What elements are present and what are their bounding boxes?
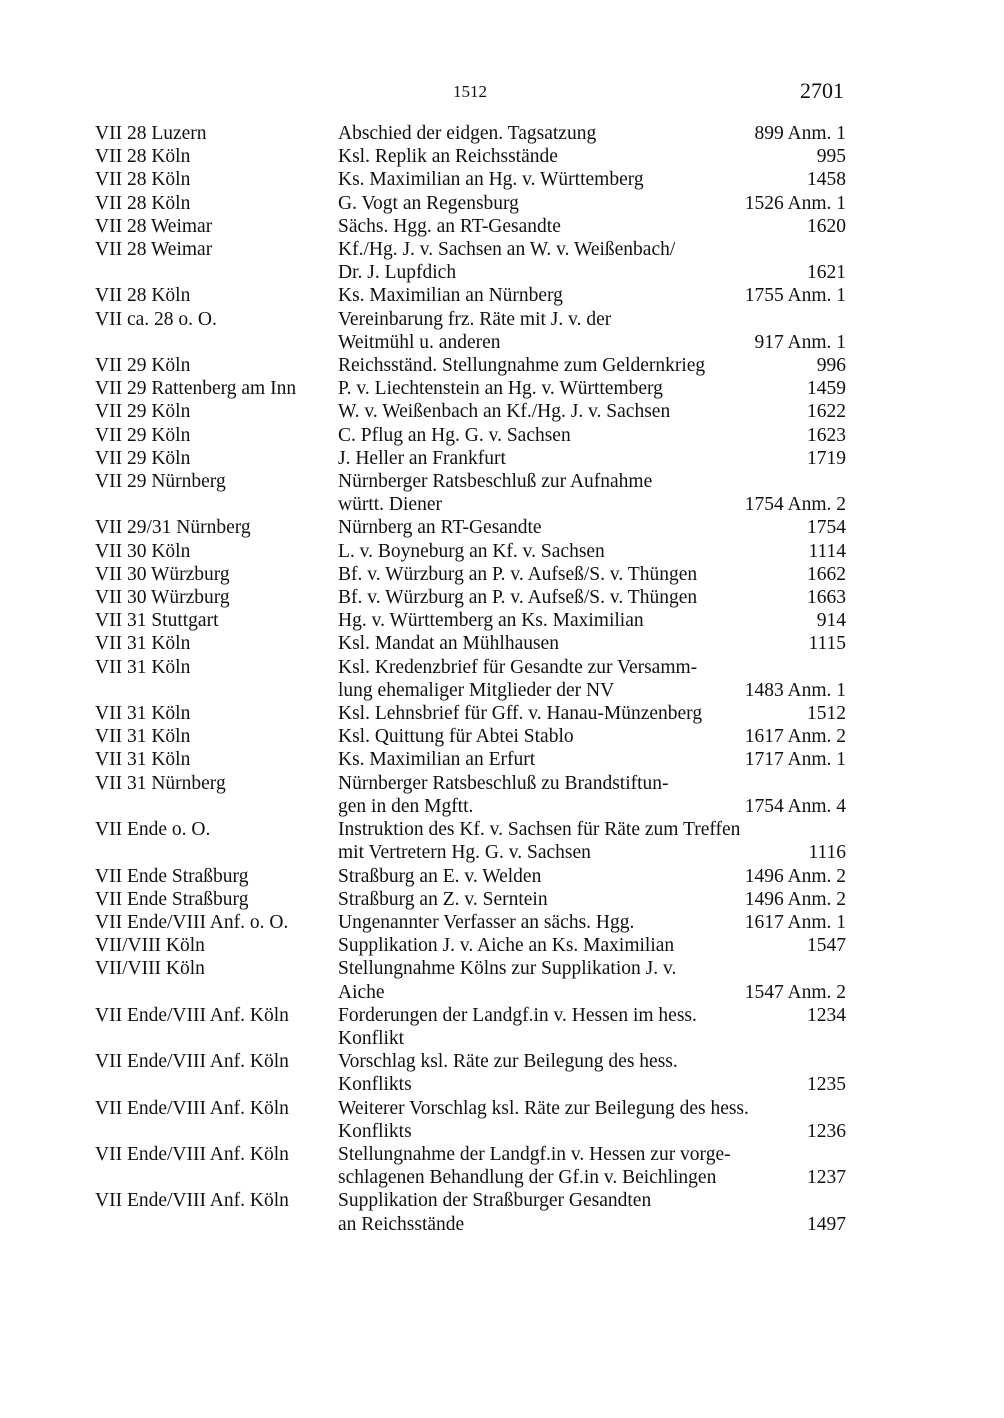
entry-text: Ksl. Kredenzbrief für Gesandte zur Versamm-: [338, 656, 698, 678]
entry-line: [338, 1143, 846, 1166]
entry-date-place: VII ca. 28 o. O.: [95, 308, 217, 330]
entry-text: Stellungnahme der Landgf.in v. Hessen zur vorge-: [338, 1143, 731, 1165]
entry-text: G. Vogt an Regensburg: [338, 192, 519, 214]
register-entry: [95, 145, 846, 168]
register-entry: [95, 1004, 846, 1050]
entry-line: [338, 934, 846, 957]
entry-reference-number: 1497: [807, 1213, 846, 1235]
entry-reference-number: 1547 Anm. 2: [744, 981, 846, 1003]
entry-description: [338, 609, 846, 632]
entry-line: [338, 354, 846, 377]
entry-reference-number: [840, 772, 846, 795]
entry-reference-number: 1114: [808, 540, 846, 562]
entry-reference-number: 1496 Anm. 2: [744, 888, 846, 910]
entry-line: [338, 981, 846, 1004]
entry-line: [338, 957, 846, 980]
entry-description: [338, 354, 846, 377]
entry-line: [338, 540, 846, 563]
entry-text: Hg. v. Württemberg an Ks. Maximilian: [338, 610, 644, 632]
entry-reference-number: [840, 1050, 846, 1073]
entry-reference-number: [840, 238, 846, 261]
entry-reference-number: [840, 1027, 846, 1050]
entry-reference-number: [840, 1189, 846, 1212]
entry-reference-number: 1717 Anm. 1: [744, 749, 846, 771]
entry-reference-number: 1526 Anm. 1: [744, 192, 846, 214]
entry-line: [338, 865, 846, 888]
register-entry: [95, 447, 846, 470]
register-entry: [95, 238, 846, 284]
entry-text: Weiterer Vorschlag ksl. Räte zur Beilegung des hess.: [338, 1097, 749, 1119]
entry-date-place: VII Ende/VIII Anf. Köln: [95, 1097, 289, 1119]
entry-reference-number: 1620: [807, 215, 846, 237]
entry-reference-number: 1754 Anm. 4: [744, 795, 846, 817]
entry-line: [338, 168, 846, 191]
entry-date-place: VII 29/31 Nürnberg: [95, 517, 251, 539]
entry-description: [338, 1097, 846, 1143]
register-entry: [95, 563, 846, 586]
entry-text: Sächs. Hgg. an RT-Gesandte: [338, 215, 561, 237]
register-entry: [95, 354, 846, 377]
entry-text: Ksl. Mandat an Mühlhausen: [338, 633, 559, 655]
register-entry: [95, 865, 846, 888]
register-entry: [95, 192, 846, 215]
entry-description: [338, 516, 846, 539]
entry-line: [338, 331, 846, 354]
entry-description: [338, 888, 846, 911]
entry-date-place: VII 31 Köln: [95, 633, 191, 655]
entry-line: [338, 679, 846, 702]
entry-text: C. Pflug an Hg. G. v. Sachsen: [338, 424, 571, 446]
entry-text: gen in den Mgftt.: [338, 795, 474, 817]
entry-description: [338, 540, 846, 563]
register-list: [95, 122, 846, 1236]
entry-line: [338, 725, 846, 748]
entry-line: [338, 400, 846, 423]
entry-date-place: VII 28 Köln: [95, 285, 191, 307]
entry-reference-number: 1234: [807, 1004, 846, 1026]
entry-line: [338, 215, 846, 238]
entry-date-place: VII 29 Köln: [95, 424, 191, 446]
register-entry: [95, 911, 846, 934]
entry-reference-number: 1755 Anm. 1: [744, 285, 846, 307]
entry-date-place: VII 29 Köln: [95, 401, 191, 423]
page-number: 2701: [800, 78, 844, 103]
entry-description: [338, 470, 846, 516]
entry-description: [338, 772, 846, 818]
entry-date-place: VII 30 Köln: [95, 540, 191, 562]
entry-description: [338, 400, 846, 423]
entry-date-place: VII 31 Köln: [95, 703, 191, 725]
register-entry: [95, 284, 846, 307]
entry-description: [338, 238, 846, 284]
entry-date-place: VII 31 Nürnberg: [95, 772, 226, 794]
entry-reference-number: 995: [816, 146, 846, 168]
entry-line: [338, 818, 846, 841]
entry-line: [338, 563, 846, 586]
register-entry: [95, 818, 846, 864]
entry-description: [338, 424, 846, 447]
entry-description: [338, 818, 846, 864]
entry-text: Nürnberg an RT-Gesandte: [338, 517, 542, 539]
entry-text: mit Vertretern Hg. G. v. Sachsen: [338, 842, 591, 864]
entry-reference-number: 996: [816, 355, 846, 377]
entry-text: Forderungen der Landgf.in v. Hessen im hess.: [338, 1004, 697, 1026]
entry-date-place: VII 28 Weimar: [95, 239, 213, 261]
entry-reference-number: 1663: [807, 587, 846, 609]
entry-line: [338, 772, 846, 795]
entry-reference-number: 1236: [807, 1120, 846, 1142]
entry-text: Ungenannter Verfasser an sächs. Hgg.: [338, 911, 635, 933]
entry-reference-number: [840, 1097, 846, 1120]
register-entry: [95, 540, 846, 563]
entry-text: Konflikts: [338, 1074, 412, 1096]
entry-line: [338, 447, 846, 470]
entry-text: Vereinbarung frz. Räte mit J. v. der: [338, 308, 612, 330]
entry-description: [338, 192, 846, 215]
entry-text: Bf. v. Würzburg an P. v. Aufseß/S. v. Thüngen: [338, 587, 698, 609]
register-entry: [95, 377, 846, 400]
entry-reference-number: 1458: [807, 169, 846, 191]
entry-reference-number: 1719: [807, 447, 846, 469]
entry-reference-number: [840, 818, 846, 841]
register-entry: [95, 632, 846, 655]
entry-date-place: VII Ende/VIII Anf. Köln: [95, 1004, 289, 1026]
entry-date-place: VII Ende Straßburg: [95, 888, 249, 910]
entry-description: [338, 748, 846, 771]
entry-reference-number: 1483 Anm. 1: [744, 679, 846, 701]
entry-reference-number: 1512: [807, 703, 846, 725]
entry-reference-number: 1754 Anm. 2: [744, 494, 846, 516]
entry-line: [338, 702, 846, 725]
entry-line: [338, 1073, 846, 1096]
entry-description: [338, 586, 846, 609]
entry-description: [338, 122, 846, 145]
entry-text: Nürnberger Ratsbeschluß zur Aufnahme: [338, 471, 653, 493]
register-entry: [95, 656, 846, 702]
register-entry: [95, 1143, 846, 1189]
entry-reference-number: [840, 957, 846, 980]
entry-reference-number: 1235: [807, 1074, 846, 1096]
entry-text: Bf. v. Würzburg an P. v. Aufseß/S. v. Thüngen: [338, 563, 698, 585]
entry-reference-number: 1754: [807, 517, 846, 539]
entry-description: [338, 1004, 846, 1050]
entry-description: [338, 702, 846, 725]
entry-text: Weitmühl u. anderen: [338, 331, 501, 353]
entry-text: Nürnberger Ratsbeschluß zu Brandstiftun-: [338, 772, 669, 794]
entry-text: Stellungnahme Kölns zur Supplikation J. v.: [338, 958, 677, 980]
entry-date-place: VII Ende/VIII Anf. Köln: [95, 1051, 289, 1073]
entry-text: Instruktion des Kf. v. Sachsen für Räte zum Treffen: [338, 819, 741, 841]
entry-date-place: VII 28 Köln: [95, 146, 191, 168]
entry-description: [338, 934, 846, 957]
entry-reference-number: 1237: [807, 1167, 846, 1189]
entry-reference-number: 1547: [807, 935, 846, 957]
register-entry: [95, 957, 846, 1003]
entry-date-place: VII 30 Würzburg: [95, 563, 230, 585]
entry-date-place: VII Ende/VIII Anf. Köln: [95, 1190, 289, 1212]
entry-text: J. Heller an Frankfurt: [338, 447, 506, 469]
entry-date-place: VII 31 Stuttgart: [95, 610, 219, 632]
entry-date-place: VII 29 Köln: [95, 447, 191, 469]
entry-description: [338, 957, 846, 1003]
entry-date-place: VII 31 Köln: [95, 656, 191, 678]
entry-line: [338, 516, 846, 539]
register-entry: [95, 1097, 846, 1143]
register-entry: [95, 748, 846, 771]
entry-line: [338, 1004, 846, 1027]
register-entry: [95, 516, 846, 539]
entry-line: [338, 284, 846, 307]
entry-date-place: VII Ende/VIII Anf. o. O.: [95, 911, 289, 933]
entry-description: [338, 1143, 846, 1189]
entry-line: [338, 470, 846, 493]
entry-date-place: VII Ende Straßburg: [95, 865, 249, 887]
entry-date-place: VII 28 Luzern: [95, 123, 207, 144]
register-entry: [95, 888, 846, 911]
entry-text: Konflikts: [338, 1120, 412, 1142]
entry-line: [338, 748, 846, 771]
entry-text: lung ehemaliger Mitglieder der NV: [338, 679, 615, 701]
register-entry: [95, 772, 846, 818]
register-entry: [95, 1050, 846, 1096]
register-entry: [95, 934, 846, 957]
entry-line: [338, 656, 846, 679]
entry-reference-number: 1662: [807, 563, 846, 585]
entry-reference-number: [840, 656, 846, 679]
entry-text: Aiche: [338, 981, 385, 1003]
entry-line: [338, 1050, 846, 1073]
entry-date-place: VII/VIII Köln: [95, 958, 205, 980]
entry-text: Ks. Maximilian an Erfurt: [338, 749, 536, 771]
entry-line: [338, 122, 846, 145]
entry-text: Reichsständ. Stellungnahme zum Geldernkrieg: [338, 355, 706, 377]
entry-text: W. v. Weißenbach an Kf./Hg. J. v. Sachsen: [338, 401, 671, 423]
entry-reference-number: 1617 Anm. 2: [744, 726, 846, 748]
entry-description: [338, 377, 846, 400]
entry-text: württ. Diener: [338, 494, 442, 516]
entry-line: [338, 424, 846, 447]
entry-line: [338, 308, 846, 331]
entry-date-place: VII/VIII Köln: [95, 935, 205, 957]
entry-line: [338, 192, 846, 215]
entry-description: [338, 725, 846, 748]
entry-text: Konflikt: [338, 1027, 405, 1049]
entry-description: [338, 215, 846, 238]
entry-line: [338, 841, 846, 864]
entry-reference-number: 1617 Anm. 1: [744, 911, 846, 933]
entry-date-place: VII 31 Köln: [95, 749, 191, 771]
entry-line: [338, 238, 846, 261]
register-entry: [95, 168, 846, 191]
entry-text: Ks. Maximilian an Hg. v. Württemberg: [338, 169, 644, 191]
entry-reference-number: [840, 1143, 846, 1166]
entry-text: Supplikation der Straßburger Gesandten: [338, 1190, 652, 1212]
entry-description: [338, 656, 846, 702]
register-entry: [95, 1189, 846, 1235]
entry-text: Vorschlag ksl. Räte zur Beilegung des hess.: [338, 1051, 678, 1073]
entry-line: [338, 888, 846, 911]
running-header-year: 1512: [453, 82, 487, 101]
entry-date-place: VII 28 Köln: [95, 169, 191, 191]
entry-text: Kf./Hg. J. v. Sachsen an W. v. Weißenbach/: [338, 239, 676, 261]
entry-line: [338, 632, 846, 655]
entry-text: Ksl. Quittung für Abtei Stablo: [338, 726, 574, 748]
entry-date-place: VII Ende/VIII Anf. Köln: [95, 1143, 289, 1165]
entry-reference-number: [840, 308, 846, 331]
entry-line: [338, 1213, 846, 1236]
entry-line: [338, 145, 846, 168]
entry-description: [338, 168, 846, 191]
entry-text: Straßburg an Z. v. Serntein: [338, 888, 548, 910]
entry-description: [338, 865, 846, 888]
entry-line: [338, 493, 846, 516]
register-entry: [95, 725, 846, 748]
entry-reference-number: 1116: [808, 842, 846, 864]
entry-line: [338, 911, 846, 934]
register-entry: [95, 424, 846, 447]
entry-reference-number: 1621: [807, 262, 846, 284]
entry-text: L. v. Boyneburg an Kf. v. Sachsen: [338, 540, 605, 562]
entry-date-place: VII Ende o. O.: [95, 819, 211, 841]
entry-reference-number: 914: [816, 610, 846, 632]
entry-text: an Reichsstände: [338, 1213, 465, 1235]
entry-text: Dr. J. Lupfdich: [338, 262, 457, 284]
entry-line: [338, 377, 846, 400]
entry-description: [338, 563, 846, 586]
entry-description: [338, 447, 846, 470]
entry-text: Ksl. Lehnsbrief für Gff. v. Hanau-Münzenberg: [338, 703, 703, 725]
entry-reference-number: 1622: [807, 401, 846, 423]
entry-description: [338, 308, 846, 354]
entry-reference-number: 1623: [807, 424, 846, 446]
entry-reference-number: 899 Anm. 1: [754, 123, 846, 144]
entry-reference-number: 1115: [808, 633, 846, 655]
entry-text: Ksl. Replik an Reichsstände: [338, 146, 558, 168]
entry-line: [338, 795, 846, 818]
entry-line: [338, 1189, 846, 1212]
entry-date-place: VII 28 Köln: [95, 192, 191, 214]
entry-line: [338, 1120, 846, 1143]
register-entry: [95, 308, 846, 354]
entry-line: [338, 609, 846, 632]
entry-description: [338, 1189, 846, 1235]
entry-reference-number: 917 Anm. 1: [754, 331, 846, 353]
entry-date-place: VII 28 Weimar: [95, 215, 213, 237]
entry-reference-number: 1459: [807, 378, 846, 400]
entry-line: [338, 586, 846, 609]
entry-line: [338, 1166, 846, 1189]
entry-line: [338, 1027, 846, 1050]
entry-description: [338, 284, 846, 307]
register-entry: [95, 400, 846, 423]
entry-description: [338, 1050, 846, 1096]
entry-reference-number: 1496 Anm. 2: [744, 865, 846, 887]
entry-description: [338, 145, 846, 168]
register-entry: [95, 586, 846, 609]
entry-text: Abschied der eidgen. Tagsatzung: [338, 123, 597, 144]
entry-text: Straßburg an E. v. Welden: [338, 865, 542, 887]
register-entry: [95, 609, 846, 632]
entry-text: Ks. Maximilian an Nürnberg: [338, 285, 563, 307]
entry-description: [338, 911, 846, 934]
entry-reference-number: [840, 470, 846, 493]
entry-description: [338, 632, 846, 655]
register-entry: [95, 702, 846, 725]
entry-date-place: VII 29 Köln: [95, 355, 191, 377]
entry-line: [338, 1097, 846, 1120]
register-entry: [95, 122, 846, 145]
entry-line: [338, 261, 846, 284]
register-entry: [95, 470, 846, 516]
entry-date-place: VII 31 Köln: [95, 726, 191, 748]
entry-text: Supplikation J. v. Aiche an Ks. Maximilian: [338, 935, 675, 957]
entry-text: schlagenen Behandlung der Gf.in v. Beichlingen: [338, 1167, 717, 1189]
entry-date-place: VII 30 Würzburg: [95, 587, 230, 609]
entry-text: P. v. Liechtenstein an Hg. v. Württemberg: [338, 378, 663, 400]
register-entry: [95, 215, 846, 238]
entry-date-place: VII 29 Nürnberg: [95, 471, 226, 493]
entry-date-place: VII 29 Rattenberg am Inn: [95, 378, 297, 400]
